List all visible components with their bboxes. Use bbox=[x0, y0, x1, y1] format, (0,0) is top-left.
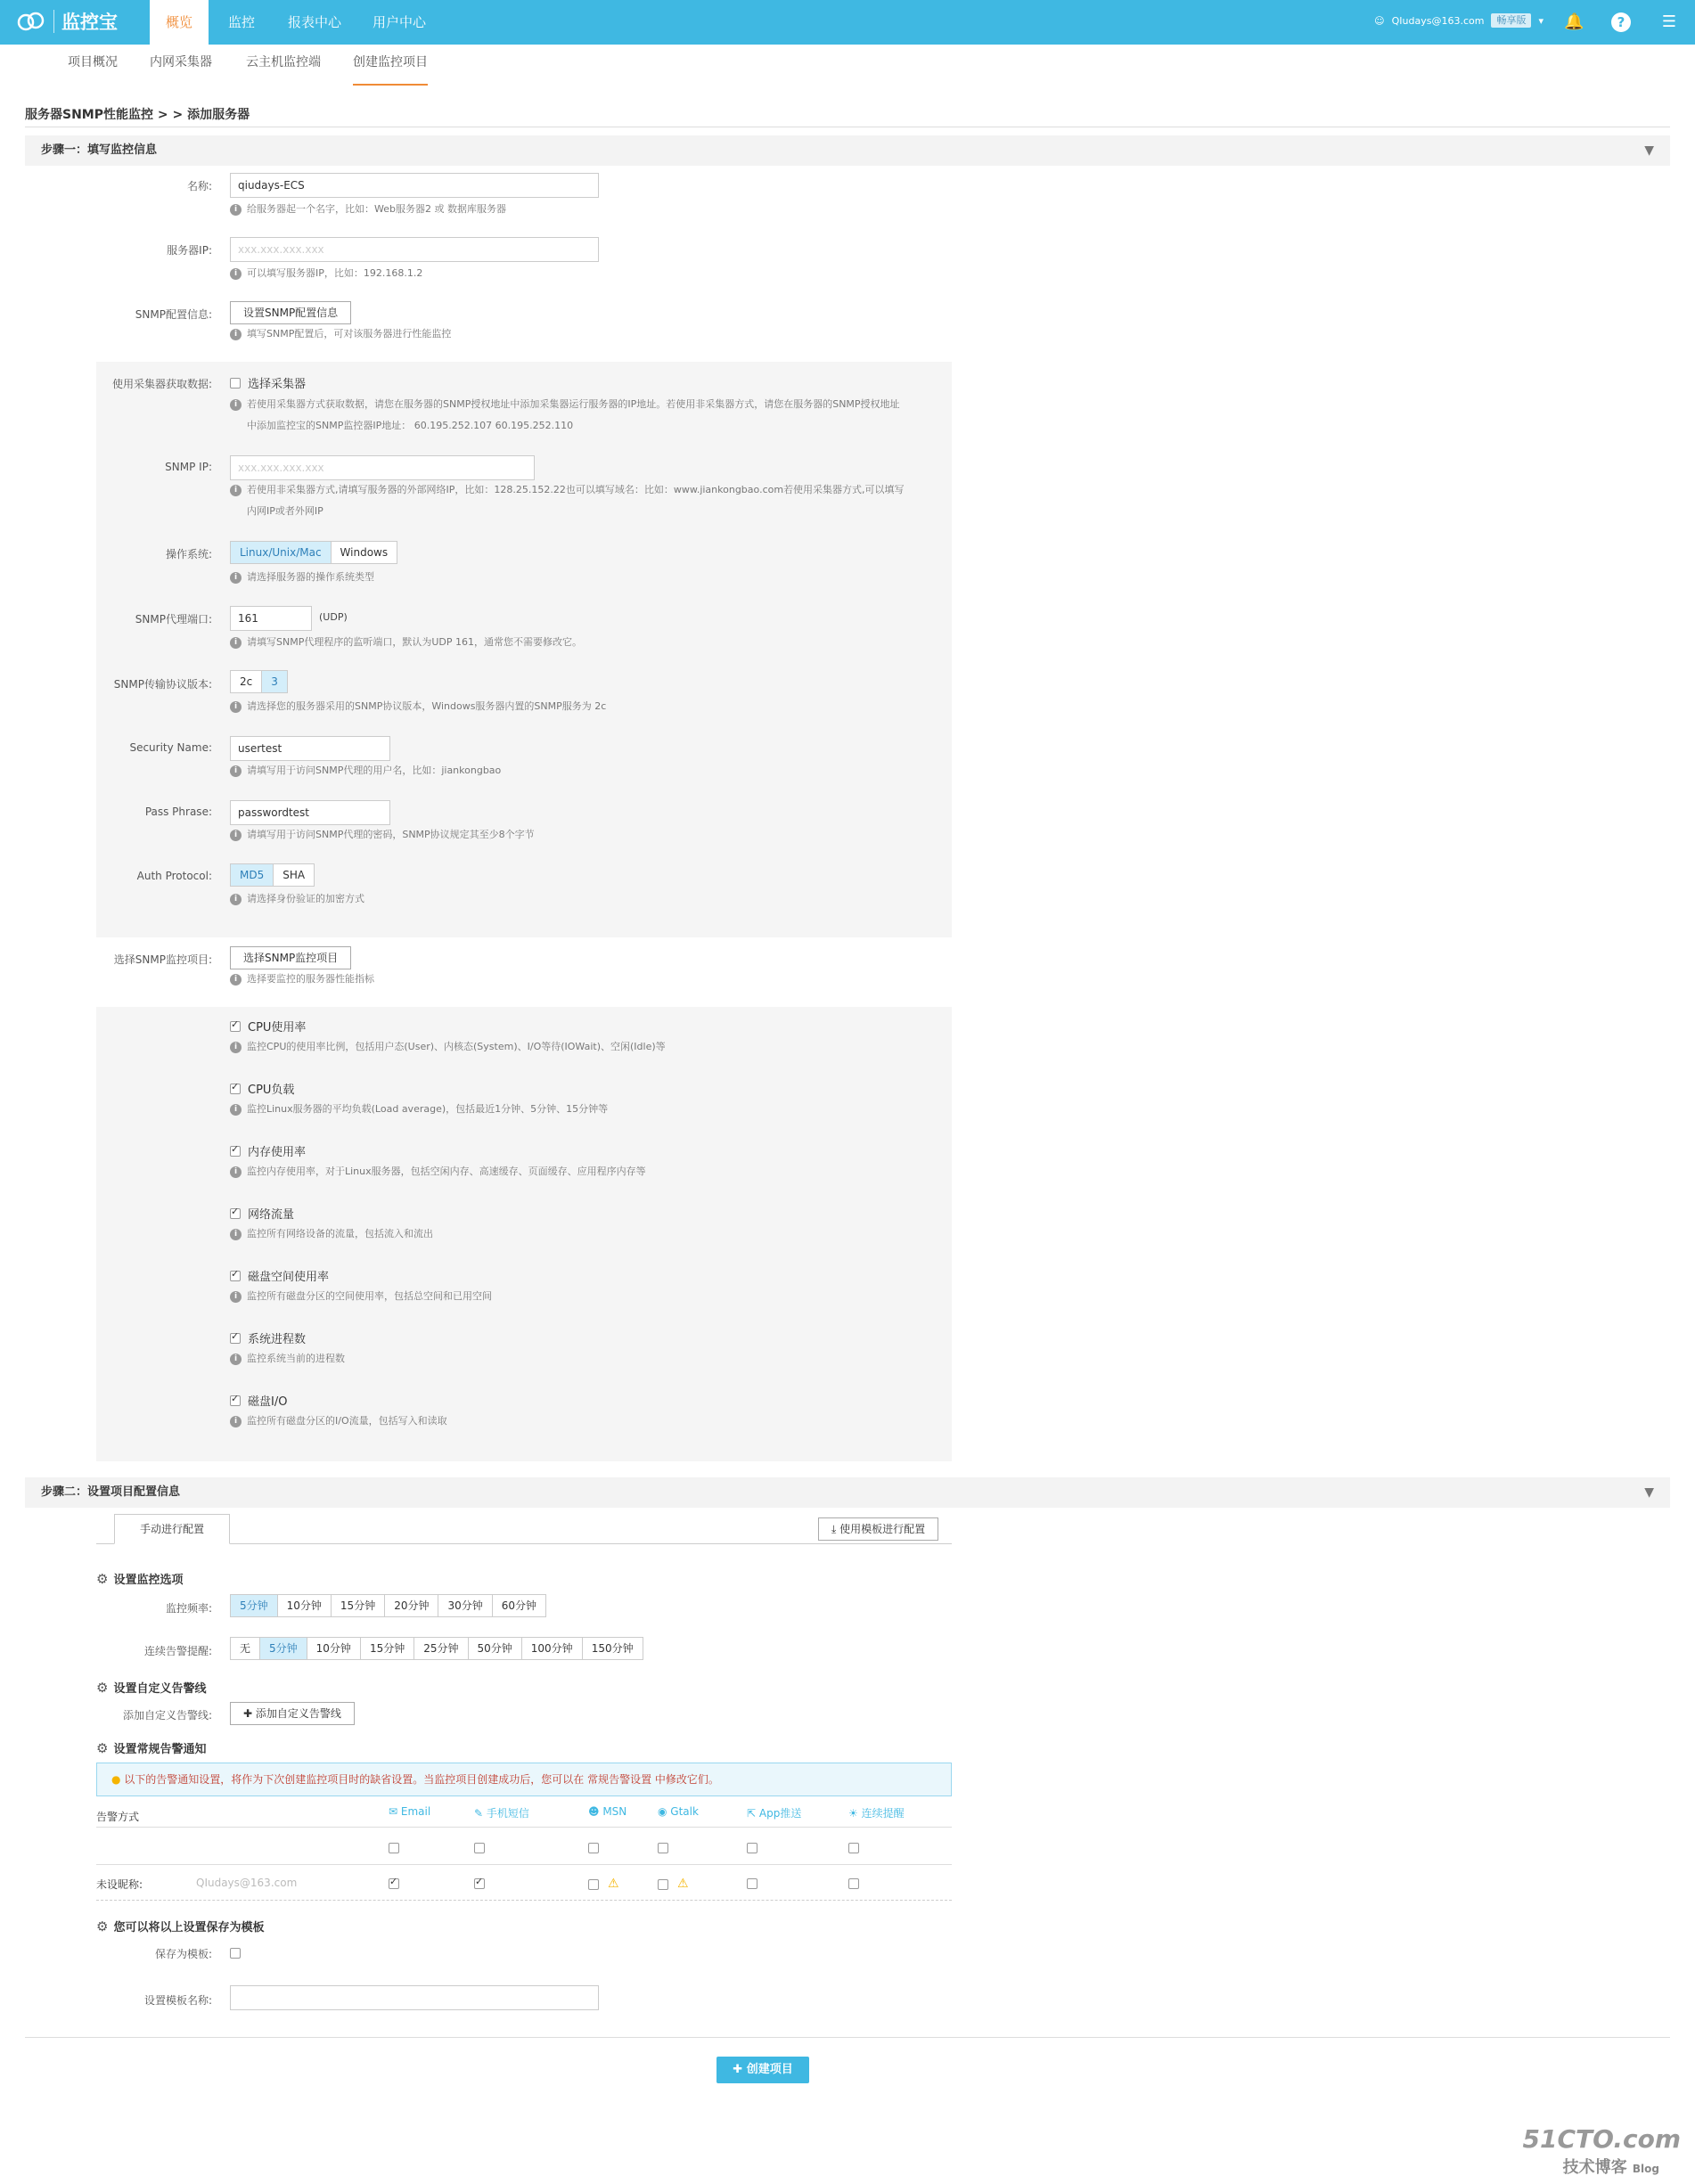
metric-checkbox[interactable] bbox=[230, 1329, 306, 1346]
custom-alert-label: 添加自定义告警线: bbox=[122, 1709, 212, 1722]
nav-reports[interactable]: 报表中心 bbox=[287, 14, 341, 30]
collector-label: 使用采集器获取数据: bbox=[111, 378, 212, 390]
snmp-ip-label: SNMP IP: bbox=[165, 461, 212, 473]
segment-option[interactable]: 25分钟 bbox=[414, 1638, 468, 1659]
checkbox[interactable] bbox=[230, 1208, 241, 1219]
checkbox[interactable] bbox=[848, 1843, 859, 1853]
save-template-label: 保存为模板: bbox=[154, 1948, 212, 1960]
port-label: SNMP代理端口: bbox=[135, 613, 212, 626]
info-icon: i bbox=[230, 701, 242, 713]
alert-repeat-label: 连续告警提醒: bbox=[143, 1645, 212, 1657]
version-option-3[interactable]: 3 bbox=[262, 671, 287, 692]
help-icon[interactable]: ? bbox=[1611, 12, 1631, 32]
name-hint: i 给服务器起一个名字，比如：Web服务器2 或 数据库服务器 bbox=[230, 200, 506, 219]
os-label: 操作系统: bbox=[165, 548, 212, 560]
pass-phrase-label: Pass Phrase: bbox=[144, 806, 212, 818]
info-icon: i bbox=[230, 268, 242, 280]
segment-option[interactable]: 15分钟 bbox=[361, 1638, 414, 1659]
gear-icon: ⚙ bbox=[96, 1918, 109, 1935]
checkbox[interactable] bbox=[230, 1333, 241, 1344]
nav-overview[interactable]: 概览 bbox=[150, 0, 209, 45]
security-name-hint: i 请填写用于访问SNMP代理的用户名，比如：jiankongbao bbox=[230, 761, 501, 781]
snmp-items-button[interactable]: 选择SNMP监控项目 bbox=[230, 946, 351, 969]
user-menu[interactable] bbox=[1374, 13, 1544, 28]
warning-icon: ⚠ bbox=[608, 1877, 619, 1891]
os-option-linux[interactable]: Linux/Unix/Mac bbox=[231, 542, 332, 563]
metric-desc: i 监控Linux服务器的平均负载(Load average)，包括最近1分钟、5分钟、15分钟等 bbox=[230, 1100, 608, 1119]
info-icon: i bbox=[230, 1291, 242, 1303]
checkbox[interactable] bbox=[848, 1878, 859, 1889]
checkbox[interactable] bbox=[230, 1021, 241, 1032]
bell-icon[interactable]: 🔔 bbox=[1564, 12, 1584, 31]
channel-checkbox[interactable] bbox=[474, 1877, 485, 1889]
info-icon: i bbox=[230, 894, 242, 905]
logo[interactable] bbox=[16, 8, 118, 35]
os-option-windows[interactable]: Windows bbox=[340, 546, 389, 559]
port-input[interactable]: 161 bbox=[230, 606, 312, 631]
checkbox[interactable] bbox=[747, 1843, 757, 1853]
auth-option-md5[interactable]: MD5 bbox=[231, 864, 274, 886]
metric-checkbox[interactable] bbox=[230, 1205, 294, 1222]
add-custom-alert-button[interactable]: ✚ 添加自定义告警线 bbox=[230, 1702, 355, 1725]
sub-nav bbox=[0, 45, 1695, 86]
channel-icon: ✉ bbox=[389, 1805, 401, 1818]
template-config-button[interactable]: ⤓ 使用模板进行配置 bbox=[818, 1517, 938, 1541]
metric-name: CPU负载 bbox=[248, 1084, 295, 1097]
metric-desc: i 监控所有磁盘分区的空间使用率，包括总空间和已用空间 bbox=[230, 1287, 492, 1306]
segment-option[interactable]: 150分钟 bbox=[591, 1642, 634, 1655]
channel-header: ⇱ App推送 bbox=[747, 1807, 802, 1820]
notice-box: ● 以下的告警通知设置，将作为下次创建监控项目时的缺省设置。当监控项目创建成功后，您可以在 常规告警设置 中修改它们。 bbox=[96, 1763, 952, 1796]
info-icon: i bbox=[230, 329, 242, 340]
channel-icon: ✎ bbox=[474, 1807, 487, 1820]
save-template-checkbox[interactable] bbox=[230, 1946, 241, 1959]
info-icon: i bbox=[230, 637, 242, 649]
template-name-input[interactable] bbox=[230, 1985, 599, 2010]
channel-header: ☀ 连续提醒 bbox=[848, 1807, 905, 1820]
metric-name: 磁盘I/O bbox=[248, 1395, 288, 1409]
collapse-icon[interactable]: ▼ bbox=[1644, 1485, 1654, 1500]
checkbox[interactable] bbox=[588, 1843, 599, 1853]
collector-hint-2: 中添加监控宝的SNMP监控器IP地址： 60.195.252.107 60.195.252.110 bbox=[247, 420, 574, 431]
info-icon: i bbox=[230, 399, 242, 411]
metric-checkbox[interactable] bbox=[230, 1018, 306, 1035]
collector-hint: i 若使用采集器方式获取数据，请您在服务器的SNMP授权地址中添加采集器运行服务器的IP地址。若使用非采集器方式，请您在服务器的SNMP授权地址 bbox=[230, 395, 900, 414]
step1-header[interactable] bbox=[25, 135, 1670, 166]
info-icon: i bbox=[230, 1416, 242, 1427]
snmp-ip-hint-2: 内网IP或者外网IP bbox=[247, 505, 323, 517]
channel-checkbox[interactable] bbox=[747, 1877, 757, 1889]
segment-option[interactable]: 15分钟 bbox=[332, 1595, 385, 1616]
channel-checkbox[interactable] bbox=[474, 1841, 485, 1853]
checkbox[interactable] bbox=[474, 1843, 485, 1853]
step2-title: 步骤二：设置项目配置信息 bbox=[41, 1485, 181, 1499]
cloud-logo-icon bbox=[16, 8, 46, 35]
checkbox[interactable] bbox=[658, 1843, 668, 1853]
save-template-title: ⚙ 您可以将以上设置保存为模板 bbox=[96, 1918, 265, 1935]
channel-checkbox[interactable] bbox=[848, 1877, 859, 1889]
lightbulb-icon: ● bbox=[111, 1773, 125, 1786]
port-unit: (UDP) bbox=[319, 611, 348, 623]
checkbox[interactable] bbox=[230, 1146, 241, 1157]
channel-checkbox[interactable] bbox=[588, 1841, 599, 1853]
channel-header: ☻ MSN bbox=[588, 1805, 627, 1818]
logo-text: 监控宝 bbox=[61, 12, 118, 33]
metric-checkbox[interactable] bbox=[230, 1267, 329, 1284]
snmp-items-label: 选择SNMP监控项目: bbox=[113, 953, 212, 966]
breadcrumb: 服务器SNMP性能监控 > > 添加服务器 bbox=[25, 108, 250, 122]
pass-phrase-input[interactable]: passwordtest bbox=[230, 800, 390, 825]
os-selector[interactable] bbox=[230, 541, 397, 564]
footer-divider bbox=[25, 2037, 1670, 2038]
ip-label: 服务器IP: bbox=[167, 244, 212, 257]
metric-desc: i 监控所有网络设备的流量，包括流入和流出 bbox=[230, 1224, 433, 1244]
menu-list-icon[interactable]: ☰ bbox=[1661, 12, 1677, 31]
snmp-config-button[interactable]: 设置SNMP配置信息 bbox=[230, 301, 351, 324]
warning-icon: ⚠ bbox=[677, 1877, 689, 1891]
version-option-2c[interactable]: 2c bbox=[231, 671, 262, 692]
snmp-ip-hint: i 若使用非采集器方式,请填写服务器的外部网络IP，比如：128.25.152.22也可以填写域名：比如：www.jiankongbao.com若使用采集器方式,可以填写 bbox=[230, 480, 905, 500]
metric-checkbox[interactable] bbox=[230, 1080, 294, 1097]
user-icon: ☺ bbox=[1374, 14, 1385, 27]
subnav-project-overview[interactable]: 项目概况 bbox=[68, 55, 118, 70]
port-hint: i 请填写SNMP代理程序的监听端口，默认为UDP 161，通常您不需要修改它。 bbox=[230, 633, 582, 652]
checkbox[interactable] bbox=[389, 1843, 399, 1853]
channel-icon: ☻ bbox=[588, 1805, 603, 1818]
table-divider bbox=[96, 1827, 952, 1828]
channel-checkbox[interactable] bbox=[658, 1841, 668, 1853]
logo-divider bbox=[53, 10, 54, 33]
gear-icon: ⚙ bbox=[96, 1739, 109, 1756]
checkbox[interactable] bbox=[230, 1395, 241, 1406]
segment-option[interactable]: 60分钟 bbox=[501, 1599, 537, 1612]
edition-badge: 畅享版 bbox=[1491, 13, 1531, 28]
template-name-label: 设置模板名称: bbox=[143, 1994, 212, 2007]
user-email: QIudays@163.com bbox=[1391, 14, 1485, 27]
channel-checkbox[interactable] bbox=[389, 1841, 399, 1853]
plus-icon: ✚ bbox=[243, 1707, 256, 1720]
checkbox[interactable] bbox=[474, 1878, 485, 1889]
info-icon: i bbox=[230, 485, 242, 496]
row-nickname-label: 未设昵称: bbox=[96, 1878, 143, 1891]
auth-protocol-selector[interactable] bbox=[230, 863, 315, 887]
collapse-icon[interactable]: ▼ bbox=[1644, 143, 1654, 158]
segment-option[interactable]: 无 bbox=[231, 1638, 260, 1659]
watermark: 51CTO.com bbox=[1522, 2124, 1681, 2154]
info-icon: i bbox=[230, 1104, 242, 1116]
metric-name: CPU使用率 bbox=[248, 1021, 307, 1035]
checkbox[interactable] bbox=[588, 1879, 599, 1890]
checkbox[interactable] bbox=[658, 1879, 668, 1890]
channel-checkbox[interactable] bbox=[747, 1841, 757, 1853]
segment-option[interactable]: 10分钟 bbox=[278, 1595, 332, 1616]
metric-checkbox[interactable] bbox=[230, 1392, 287, 1409]
custom-alert-title: ⚙ 设置自定义告警线 bbox=[96, 1679, 207, 1696]
channel-checkbox[interactable] bbox=[588, 1877, 619, 1891]
step1-title: 步骤一：填写监控信息 bbox=[41, 143, 158, 157]
ip-hint: i 可以填写服务器IP，比如：192.168.1.2 bbox=[230, 264, 422, 283]
step2-header[interactable] bbox=[25, 1477, 1670, 1508]
row-email: QIudays@163.com bbox=[196, 1877, 298, 1889]
info-icon: i bbox=[230, 1354, 242, 1365]
collector-checkbox[interactable]: 选择采集器 bbox=[230, 374, 306, 391]
channel-checkbox[interactable] bbox=[658, 1877, 689, 1891]
metric-desc: i 监控所有磁盘分区的I/O流量，包括写入和读取 bbox=[230, 1411, 447, 1431]
metric-desc: i 监控CPU的使用率比例，包括用户态(User)、内核态(System)、I/O等待(IOWait)、空闲(Idle)等 bbox=[230, 1037, 666, 1057]
info-icon: i bbox=[230, 1042, 242, 1053]
gear-icon: ⚙ bbox=[96, 1570, 109, 1587]
channel-header: ◉ Gtalk bbox=[658, 1805, 699, 1818]
checkbox[interactable] bbox=[230, 1271, 241, 1281]
checkbox[interactable] bbox=[747, 1878, 757, 1889]
auth-option-sha[interactable]: SHA bbox=[282, 869, 306, 881]
security-name-input[interactable]: usertest bbox=[230, 736, 390, 761]
gear-icon: ⚙ bbox=[96, 1679, 109, 1696]
subnav-create-project[interactable]: 创建监控项目 bbox=[353, 53, 428, 86]
snmp-items-hint: i 选择要监控的服务器性能指标 bbox=[230, 969, 374, 989]
os-hint: i 请选择服务器的操作系统类型 bbox=[230, 568, 374, 587]
checkbox[interactable] bbox=[389, 1878, 399, 1889]
auth-protocol-label: Auth Protocol: bbox=[136, 870, 212, 882]
security-name-label: Security Name: bbox=[129, 741, 212, 754]
metrics-panel bbox=[96, 1007, 952, 1461]
checkbox[interactable] bbox=[230, 1084, 241, 1094]
info-icon: i bbox=[230, 765, 242, 777]
table-divider bbox=[96, 1864, 952, 1865]
frequency-label: 监控频率: bbox=[165, 1602, 212, 1615]
metric-name: 内存使用率 bbox=[248, 1146, 307, 1159]
snmp-config-hint: i 填写SNMP配置后，可对该服务器进行性能监控 bbox=[230, 324, 451, 344]
nav-user-center[interactable]: 用户中心 bbox=[372, 14, 426, 30]
metric-name: 磁盘空间使用率 bbox=[248, 1271, 330, 1284]
version-label: SNMP传输协议版本: bbox=[113, 678, 212, 691]
info-icon: i bbox=[230, 1229, 242, 1240]
auth-protocol-hint: i 请选择身份验证的加密方式 bbox=[230, 889, 364, 909]
metric-desc: i 监控内存使用率，对于Linux服务器，包括空闲内存、高速缓存、页面缓存、应用程序内存等 bbox=[230, 1162, 646, 1182]
channel-icon: ☀ bbox=[848, 1807, 862, 1820]
info-icon: i bbox=[230, 830, 242, 841]
segment-option[interactable]: 5分钟 bbox=[231, 1595, 278, 1616]
version-selector[interactable] bbox=[230, 670, 288, 693]
name-input[interactable]: qiudays-ECS bbox=[230, 173, 599, 198]
segment-option[interactable]: 30分钟 bbox=[438, 1595, 492, 1616]
checkbox[interactable] bbox=[230, 1948, 241, 1959]
top-bar bbox=[0, 0, 1695, 45]
metric-name: 系统进程数 bbox=[248, 1333, 307, 1346]
segment-option[interactable]: 10分钟 bbox=[307, 1638, 361, 1659]
tab-manual-config[interactable]: 手动进行配置 bbox=[114, 1514, 230, 1544]
alert-method-header: 告警方式 bbox=[96, 1811, 140, 1823]
subnav-cloud-host[interactable]: 云主机监控端 bbox=[246, 55, 321, 70]
version-hint: i 请选择您的服务器采用的SNMP协议版本，Windows服务器内置的SNMP服务为 2c bbox=[230, 697, 606, 716]
info-icon: i bbox=[230, 572, 242, 584]
ip-input[interactable]: xxx.xxx.xxx.xxx bbox=[230, 237, 599, 262]
channel-checkbox[interactable] bbox=[848, 1841, 859, 1853]
channel-icon: ⇱ bbox=[747, 1807, 759, 1820]
create-project-button[interactable]: ✚ 创建项目 bbox=[716, 2057, 809, 2083]
info-icon: i bbox=[230, 204, 242, 216]
checkbox[interactable] bbox=[230, 378, 241, 389]
segment-option[interactable]: 20分钟 bbox=[385, 1595, 438, 1616]
download-icon: ⤓ bbox=[831, 1523, 840, 1535]
frequency-selector[interactable] bbox=[230, 1594, 546, 1617]
channel-header: ✉ Email bbox=[389, 1805, 431, 1818]
watermark-sub: 技术博客 Blog bbox=[1562, 2158, 1659, 2177]
segment-option[interactable]: 5分钟 bbox=[260, 1638, 307, 1659]
channel-checkbox[interactable] bbox=[389, 1877, 399, 1889]
snmp-config-label: SNMP配置信息: bbox=[135, 308, 212, 321]
monitor-options-title: ⚙ 设置监控选项 bbox=[96, 1570, 184, 1587]
alert-repeat-selector[interactable] bbox=[230, 1637, 643, 1660]
pass-phrase-hint: i 请填写用于访问SNMP代理的密码，SNMP协议规定其至少8个字节 bbox=[230, 825, 535, 845]
metric-name: 网络流量 bbox=[248, 1208, 295, 1222]
snmp-ip-input[interactable]: xxx.xxx.xxx.xxx bbox=[230, 455, 535, 480]
notify-title: ⚙ 设置常规告警通知 bbox=[96, 1739, 207, 1756]
segment-option[interactable]: 100分钟 bbox=[522, 1638, 583, 1659]
channel-icon: ◉ bbox=[658, 1805, 671, 1818]
plus-icon: ✚ bbox=[733, 2063, 747, 2076]
info-icon: i bbox=[230, 974, 242, 986]
name-label: 名称: bbox=[186, 180, 212, 192]
caret-down-icon: ▾ bbox=[1538, 14, 1544, 27]
channel-header: ✎ 手机短信 bbox=[474, 1807, 529, 1820]
subnav-intranet-collector[interactable]: 内网采集器 bbox=[150, 55, 212, 70]
metric-checkbox[interactable] bbox=[230, 1142, 306, 1159]
nav-monitor[interactable]: 监控 bbox=[227, 14, 255, 30]
metric-desc: i 监控系统当前的进程数 bbox=[230, 1349, 345, 1369]
table-divider bbox=[96, 1900, 952, 1901]
segment-option[interactable]: 50分钟 bbox=[469, 1638, 522, 1659]
info-icon: i bbox=[230, 1166, 242, 1178]
